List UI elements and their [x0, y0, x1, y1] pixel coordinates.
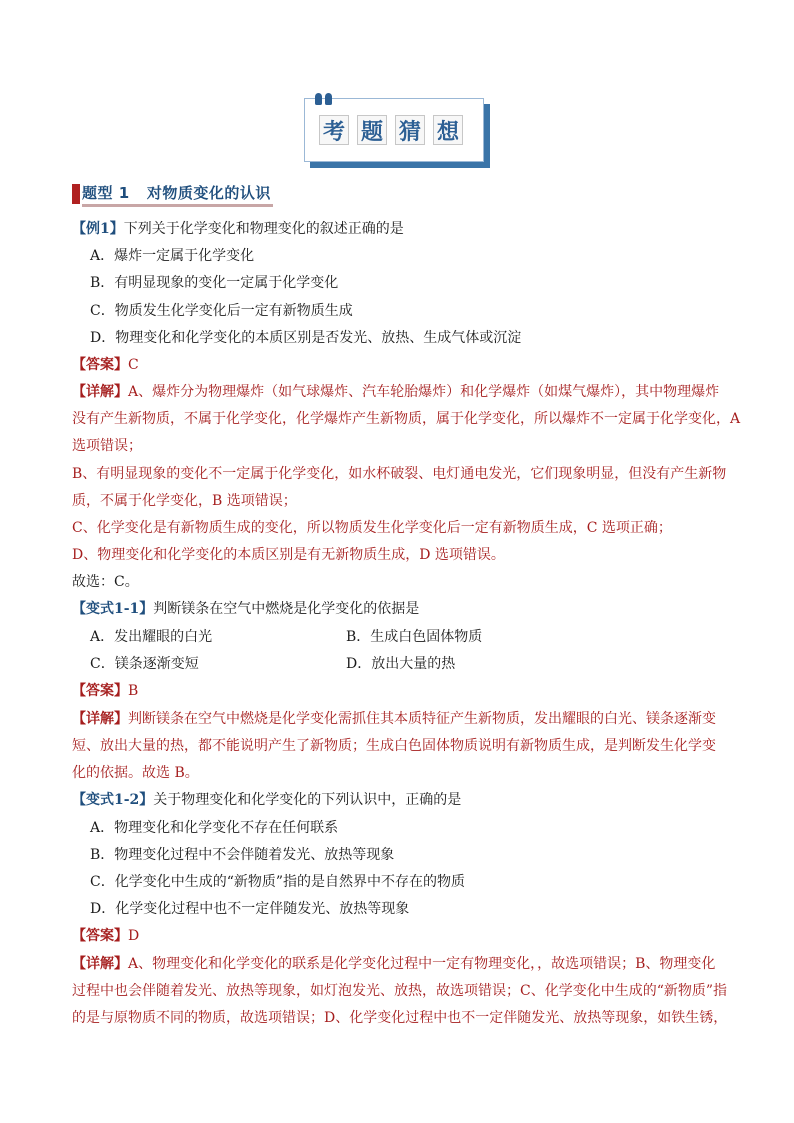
question-text: 判断镁条在空气中燃烧是化学变化的依据是	[153, 601, 420, 617]
detail-line: 没有产生新物质，不属于化学变化，化学爆炸产生新物质，属于化学变化，所以爆炸不一定属于化学变化，A	[72, 411, 741, 427]
title-banner	[304, 98, 490, 168]
option-c: C．物质发生化学变化后一定有新物质生成	[90, 303, 353, 319]
title-box	[304, 98, 484, 162]
detail-tag: 【详解】	[72, 956, 128, 972]
title-char: 想	[433, 115, 463, 145]
example-tag: 【例1】	[72, 221, 124, 237]
section-header	[72, 182, 273, 206]
answer-value: C	[128, 357, 139, 373]
option-b: B．有明显现象的变化一定属于化学变化	[90, 275, 339, 291]
option-a: A．物理变化和化学变化不存在任何联系	[90, 820, 339, 836]
pin-icon	[325, 93, 332, 105]
detail-line: 短、放出大量的热，都不能说明产生了新物质；生成白色固体物质说明有新物质生成，是判断发生化学变	[72, 738, 716, 754]
title-char: 题	[357, 115, 387, 145]
variant-tag: 【变式1-2】	[72, 792, 154, 808]
title-text	[319, 115, 463, 145]
example-question	[72, 219, 404, 239]
detail-tag: 【详解】	[72, 384, 128, 400]
option-row	[90, 627, 483, 647]
title-char: 考	[319, 115, 349, 145]
detail-line: 【详解】判断镁条在空气中燃烧是化学变化需抓住其本质特征产生新物质，发出耀眼的白光、镁条逐渐变	[72, 711, 716, 727]
variant-question	[72, 599, 419, 619]
answer-tag: 【答案】	[72, 357, 128, 373]
section-marker	[72, 184, 80, 204]
question-text: 关于物理变化和化学变化的下列认识中，正确的是	[153, 792, 462, 808]
pin-icon	[315, 93, 322, 105]
answer-value: D	[128, 928, 140, 944]
section-name: 对物质变化的认识	[146, 183, 271, 202]
conclusion-line: 故选：C。	[72, 574, 139, 590]
option-d: D．化学变化过程中也不一定伴随发光、放热等现象	[90, 901, 410, 917]
answer-line	[72, 926, 139, 946]
option-a: A．发出耀眼的白光	[90, 629, 213, 645]
variant-tag: 【变式1-1】	[72, 601, 154, 617]
answer-line	[72, 355, 139, 375]
answer-value: B	[128, 683, 139, 699]
option-row	[90, 654, 456, 674]
detail-line: 【详解】A、物理变化和化学变化的联系是化学变化过程中一定有物理变化，，故选项错误；B、物理变化	[72, 956, 716, 972]
section-title	[82, 182, 273, 207]
answer-tag: 【答案】	[72, 683, 128, 699]
question-text: 下列关于化学变化和物理变化的叙述正确的是	[123, 221, 404, 237]
detail-line: 的是与原物质不同的物质，故选项错误；D、化学变化过程中也不一定伴随发光、放热等现象，如铁生锈，	[72, 1010, 728, 1026]
answer-tag: 【答案】	[72, 928, 128, 944]
detail-line: 【详解】A、爆炸分为物理爆炸（如气球爆炸、汽车轮胎爆炸）和化学爆炸（如煤气爆炸），其中物理爆炸	[72, 384, 720, 400]
option-b: B．物理变化过程中不会伴随着发光、放热等现象	[90, 847, 395, 863]
detail-line: C、化学变化是有新物质生成的变化，所以物质发生化学变化后一定有新物质生成，C 选项正确；	[72, 520, 672, 536]
option-c: C．镁条逐渐变短	[90, 656, 199, 672]
option-d: D．放出大量的热	[346, 656, 456, 672]
detail-line: D、物理变化和化学变化的本质区别是有无新物质生成，D 选项错误。	[72, 547, 505, 563]
variant-question	[72, 790, 461, 810]
option-b: B．生成白色固体物质	[346, 629, 483, 645]
title-char: 猜	[395, 115, 425, 145]
option-d: D．物理变化和化学变化的本质区别是否发光、放热、生成气体或沉淀	[90, 330, 522, 346]
option-a: A．爆炸一定属于化学变化	[90, 248, 255, 264]
option-c: C．化学变化中生成的“新物质”指的是自然界中不存在的物质	[90, 874, 466, 890]
detail-line: 过程中也会伴随着发光、放热等现象，如灯泡发光、放热，故选项错误；C、化学变化中生成的“新物质”指	[72, 983, 728, 999]
detail-line: 选项错误；	[72, 438, 142, 454]
detail-tag: 【详解】	[72, 711, 128, 727]
detail-line: B、有明显现象的变化不一定属于化学变化，如水杯破裂、电灯通电发光，它们现象明显，但没有产生新物	[72, 466, 727, 482]
detail-line: 化的依据。故选 B。	[72, 765, 199, 781]
section-label: 题型 1	[82, 183, 130, 202]
detail-line: 质，不属于化学变化，B 选项错误；	[72, 493, 297, 509]
answer-line	[72, 681, 138, 701]
